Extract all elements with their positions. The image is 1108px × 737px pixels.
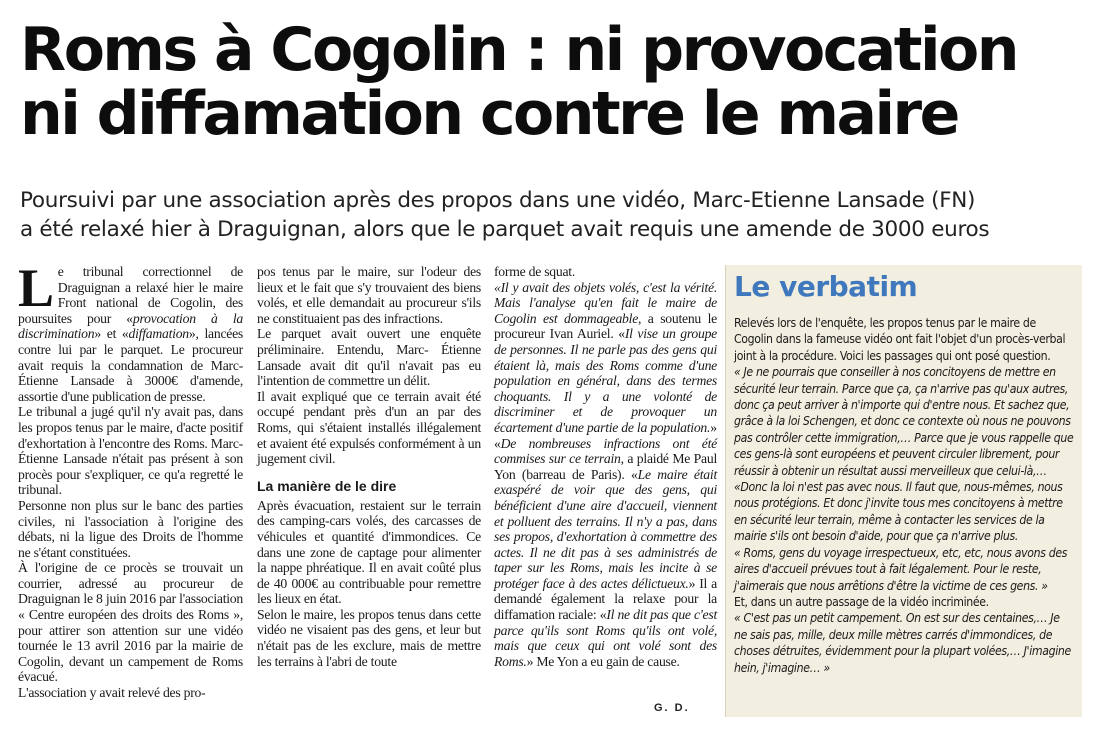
text: » <box>710 419 717 435</box>
subheadline: Poursuivi par une association après des propos dans une vidéo, Marc-Etienne Lansade (FN) a été relaxé hier à Draguignan, alors que le parquet avait requis une amende de 3000 euros <box>20 188 990 242</box>
sidebar-quote: « C'est pas un petit campement. On est sur des centaines,… Je ne sais pas, mille, deux mille mètres carrés d'immondices, de choses détruites, évidemment pour la plupart volées,… J'imagine hein, j'imagine… » <box>734 611 1071 675</box>
paragraph: Le tribunal a jugé qu'il n'y avait pas, dans les propos tenus par le maire, d'acte positif d'exhortation à l'encontre des Roms. Marc-Étienne Lansade n'était pas présent à son procès pour s'expliquer, ce qu'a regretté le tribunal. <box>18 404 243 498</box>
text: » Me Yon a eu gain de cause. <box>526 653 680 669</box>
text: », lancées contre lui par le parquet. Le procureur avait requis la condamnation de Marc-Étienne Lansade à 3000€ d'amende, assortie d'une publication de presse. <box>18 326 243 404</box>
sidebar-intro: Relevés lors de l'enquête, les propos tenus par le maire de Cogolin dans la fameuse vidéo ont fait l'objet d'un procès-verbal joint à la procédure. Voici les passages qui ont posé question. <box>734 316 1066 363</box>
sidebar-body <box>734 315 1074 676</box>
paragraph: pos tenus par le maire, sur l'odeur des lieux et le fait que s'y trouvaient des biens volés, et elle demandait au procureur s'ils ne constituaient pas des infractions. <box>257 264 481 326</box>
author-signature: G. D. <box>654 702 690 714</box>
text: , a plaidé Me Paul Yon (barreau de Paris). « <box>494 451 717 482</box>
text: » et « <box>94 326 129 342</box>
paragraph: Personne non plus sur le banc des parties civiles, ni l'association à l'origine des débats, ni la ligue des Droits de l'homme ne s'étant constituées. <box>18 497 243 560</box>
headline: Roms à Cogolin : ni provocation ni diffamation contre le maire <box>20 15 1017 149</box>
text: » Il a demandé également la relaxe pour la diffamation raciale: « <box>494 575 717 623</box>
quote-text: Le maire était exaspéré de voir que des gens, qui bénéficient d'une aire d'accueil, viennent et polluent des terrains. Il n'y a pas, dans ses propos, d'exhortation à commettre des actes. Il ne dit pas à ses administrés de taper sur les Roms, mais les incite à se protéger face à des actes délictueux. <box>494 466 717 591</box>
article-column-3 <box>494 264 717 669</box>
quote-text: diffamation <box>128 326 189 342</box>
drop-cap: L <box>18 258 54 318</box>
sidebar-quote: « Je ne pourrais que conseiller à nos concitoyens de mettre en sécurité leur terrain. Parce que ça, ça n'arrive pas qu'aux autres, donc ça peut arriver à n'importe qui d'entre nous. Et sachez que, grâce à la loi Schengen, et donc ce contexte où nous ne pouvons pas contrôler cette immigration,… Parce que je vous rappelle que ces gens-là sont européens et peuvent circuler librement, pour réussir à obtenir un résultat aussi merveilleux que celui-là,… <box>734 365 1074 478</box>
article-column-1 <box>18 258 243 701</box>
quote-text: Il ne dit pas que c'est parce qu'ils sont Roms qu'ils ont volé, mais que ceux qui ont volé sont des Roms. <box>494 607 717 669</box>
sidebar-quote: «Donc la loi n'est pas avec nous. Il faut que, nous-mêmes, nous nous protégions. Et donc j'invite tous mes concitoyens à mettre en sécurité leur terrain, même à contacter les services de la mairie s'ils ont besoin d'aide, pour que ça n'arrive plus. <box>734 480 1063 544</box>
quote-text: provocation à la discrimination <box>18 310 243 342</box>
quote-text: De nombreuses infractions ont été commises sur ce terrain <box>494 435 717 467</box>
paragraph: À l'origine de ce procès se trouvait un courrier, adressé au procureur de Draguignan le 8 juin 2016 par l'association « Centre européen des droits des Roms », pour attirer son attention sur une vidéo tournée le 13 avril 2016 par la mairie de Cogolin, devant un campement de Roms évacué. <box>18 560 243 685</box>
paragraph <box>494 280 717 436</box>
sidebar-title: Le verbatim <box>734 270 918 303</box>
quote-text: «Il y avait des objets volés, c'est la vérité. Mais l'analyse qu'en fait le maire de Cogolin est dommageable <box>494 279 717 326</box>
section-subhead: La manière de le dire <box>257 477 397 494</box>
paragraph: Selon le maire, les propos tenus dans cette vidéo ne visaient pas des gens, et leur but n'était pas de les exclure, mais de mettre les terrains à l'abri de toute <box>257 606 481 669</box>
paragraph <box>494 436 717 670</box>
quote-text: Il vise un groupe de personnes. Il ne parle pas des gens qui étaient là, mais des Roms comme d'une population en général, dans des termes choquants. Il y a une volonté de discriminer et de provoquer un écartement d'une partie de la population. <box>494 326 717 435</box>
paragraph: Il avait expliqué que ce terrain avait été occupé pendant près d'un an par des Roms, qui s'étaient installés illégalement et avaient été expulsés conformément à un jugement civil. <box>257 388 481 467</box>
sidebar-quote: « Roms, gens du voyage irrespectueux, etc, etc, nous avons des aires d'accueil prévues tout à fait légalement. Pour le reste, j'aimerais que nous arrêtions d'être la victime de ces gens. » <box>734 545 1068 593</box>
paragraph: Le parquet avait ouvert une enquête préliminaire. Entendu, Marc- Étienne Lansade avait dit qu'il n'avait pas eu l'intention de commettre un délit. <box>257 326 481 389</box>
text: e tribunal correctionnel de Draguignan a relaxé hier le maire Front national de Cogolin, des poursuites pour « <box>18 264 243 326</box>
paragraph: Après évacuation, restaient sur le terrain des camping-cars volés, des carcasses de véhicules et quantité d'immondices. Ce dans une zone de captage pour alimenter la nappe phréatique. Il en avait coûté plus de 40 000€ au contribuable pour remettre les lieux en état. <box>257 497 481 607</box>
verbatim-sidebar <box>725 265 1082 717</box>
paragraph: forme de squat. <box>494 264 576 279</box>
paragraph: L'association y avait relevé des pro- <box>18 685 206 701</box>
text: « <box>494 435 501 451</box>
article-column-2 <box>257 264 481 669</box>
text: , a soutenu le procureur Ivan Auriel. « <box>494 310 717 342</box>
sidebar-bridge: Et, dans un autre passage de la vidéo incriminée. <box>734 594 989 609</box>
paragraph <box>18 258 243 404</box>
